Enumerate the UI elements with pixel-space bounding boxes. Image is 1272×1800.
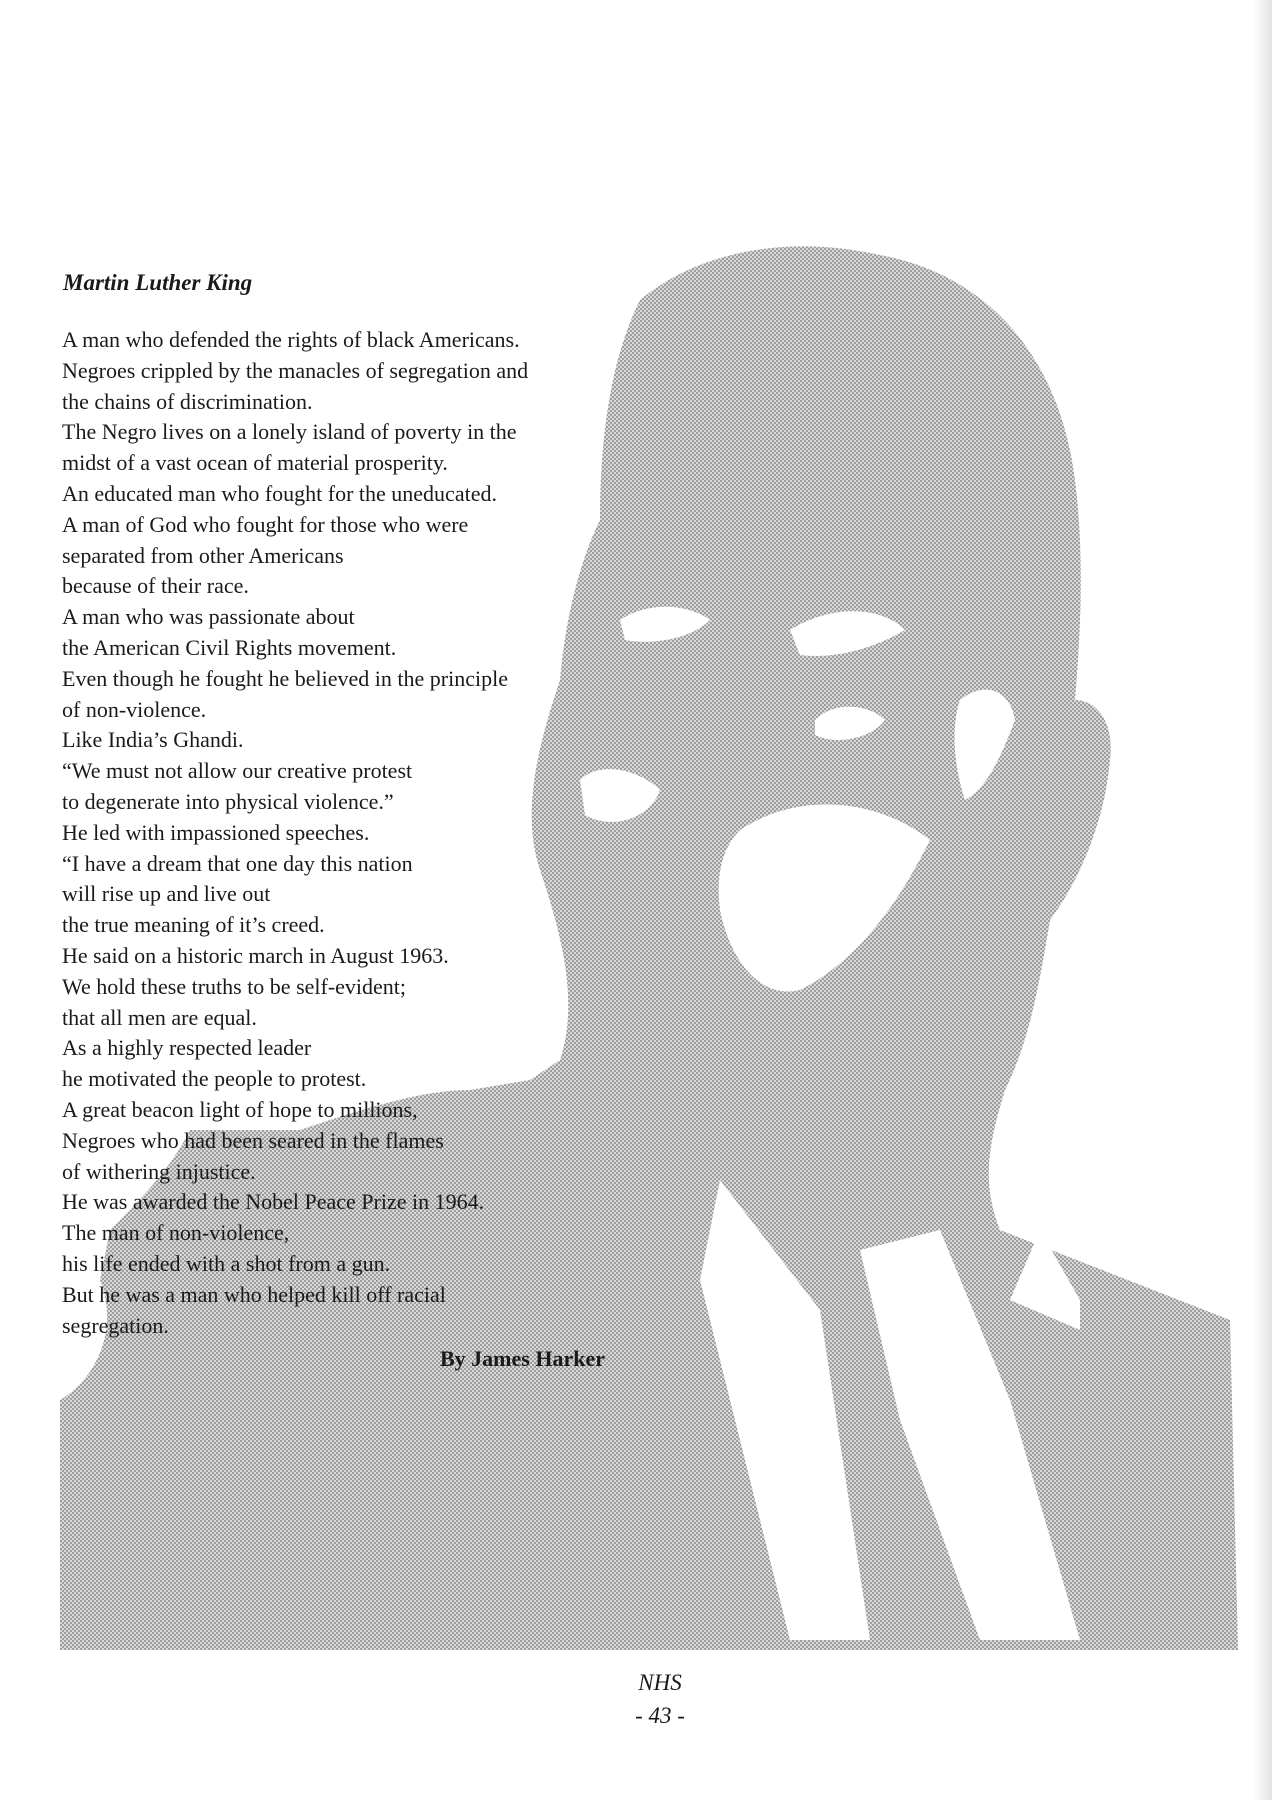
poem-line: Like India’s Ghandi.: [62, 727, 244, 753]
poem-line: the American Civil Rights movement.: [62, 634, 397, 660]
poem-line: He led with impassioned speeches.: [62, 819, 370, 845]
poem-line: We hold these truths to be self-evident;: [62, 973, 407, 999]
poem-line: segregation.: [62, 1312, 169, 1338]
poem-line: He said on a historic march in August 1963.: [62, 942, 449, 968]
poem-line: Negroes crippled by the manacles of segregation and: [62, 357, 529, 383]
footer-publication: NHS: [638, 1670, 682, 1695]
poem-line: But he was a man who helped kill off racial: [62, 1281, 446, 1307]
poem-body: [62, 325, 528, 1341]
poem-line: A man who was passionate about: [62, 604, 355, 630]
poem-line: that all men are equal.: [62, 1004, 257, 1030]
poem-line: he motivated the people to protest.: [62, 1066, 367, 1092]
poem-line: As a highly respected leader: [62, 1035, 312, 1061]
poem-title: Martin Luther King: [63, 270, 253, 295]
poem-line: A man of God who fought for those who were: [62, 511, 469, 537]
poem-line: “I have a dream that one day this nation: [62, 850, 413, 876]
poem-line: to degenerate into physical violence.”: [62, 788, 394, 814]
poem-line: separated from other Americans: [62, 542, 344, 568]
page-number: - 43 -: [635, 1703, 685, 1728]
poem-line: “We must not allow our creative protest: [62, 758, 413, 784]
poem-line: The Negro lives on a lonely island of poverty in the: [62, 419, 517, 445]
poem-line: Negroes who had been seared in the flames: [62, 1127, 444, 1153]
poem-line: his life ended with a shot from a gun.: [62, 1250, 391, 1276]
poem-line: A great beacon light of hope to millions,: [62, 1096, 418, 1122]
poem-line: the chains of discrimination.: [62, 388, 313, 414]
poem-line: The man of non-violence,: [62, 1220, 290, 1246]
poem-line: A man who defended the rights of black Americans.: [62, 327, 520, 352]
poem-line: of withering injustice.: [62, 1158, 256, 1184]
poem-line: He was awarded the Nobel Peace Prize in 1964.: [62, 1189, 485, 1215]
poem-line: the true meaning of it’s creed.: [62, 912, 325, 938]
poem-line: Even though he fought he believed in the principle: [62, 665, 508, 691]
poem-line: will rise up and live out: [62, 881, 271, 907]
author-byline: By James Harker: [440, 1346, 605, 1371]
poem-line: midst of a vast ocean of material prosperity.: [62, 450, 448, 476]
poem-line: because of their race.: [62, 573, 249, 599]
poem-line: An educated man who fought for the uneducated.: [62, 480, 497, 506]
poem-line: of non-violence.: [62, 696, 207, 722]
